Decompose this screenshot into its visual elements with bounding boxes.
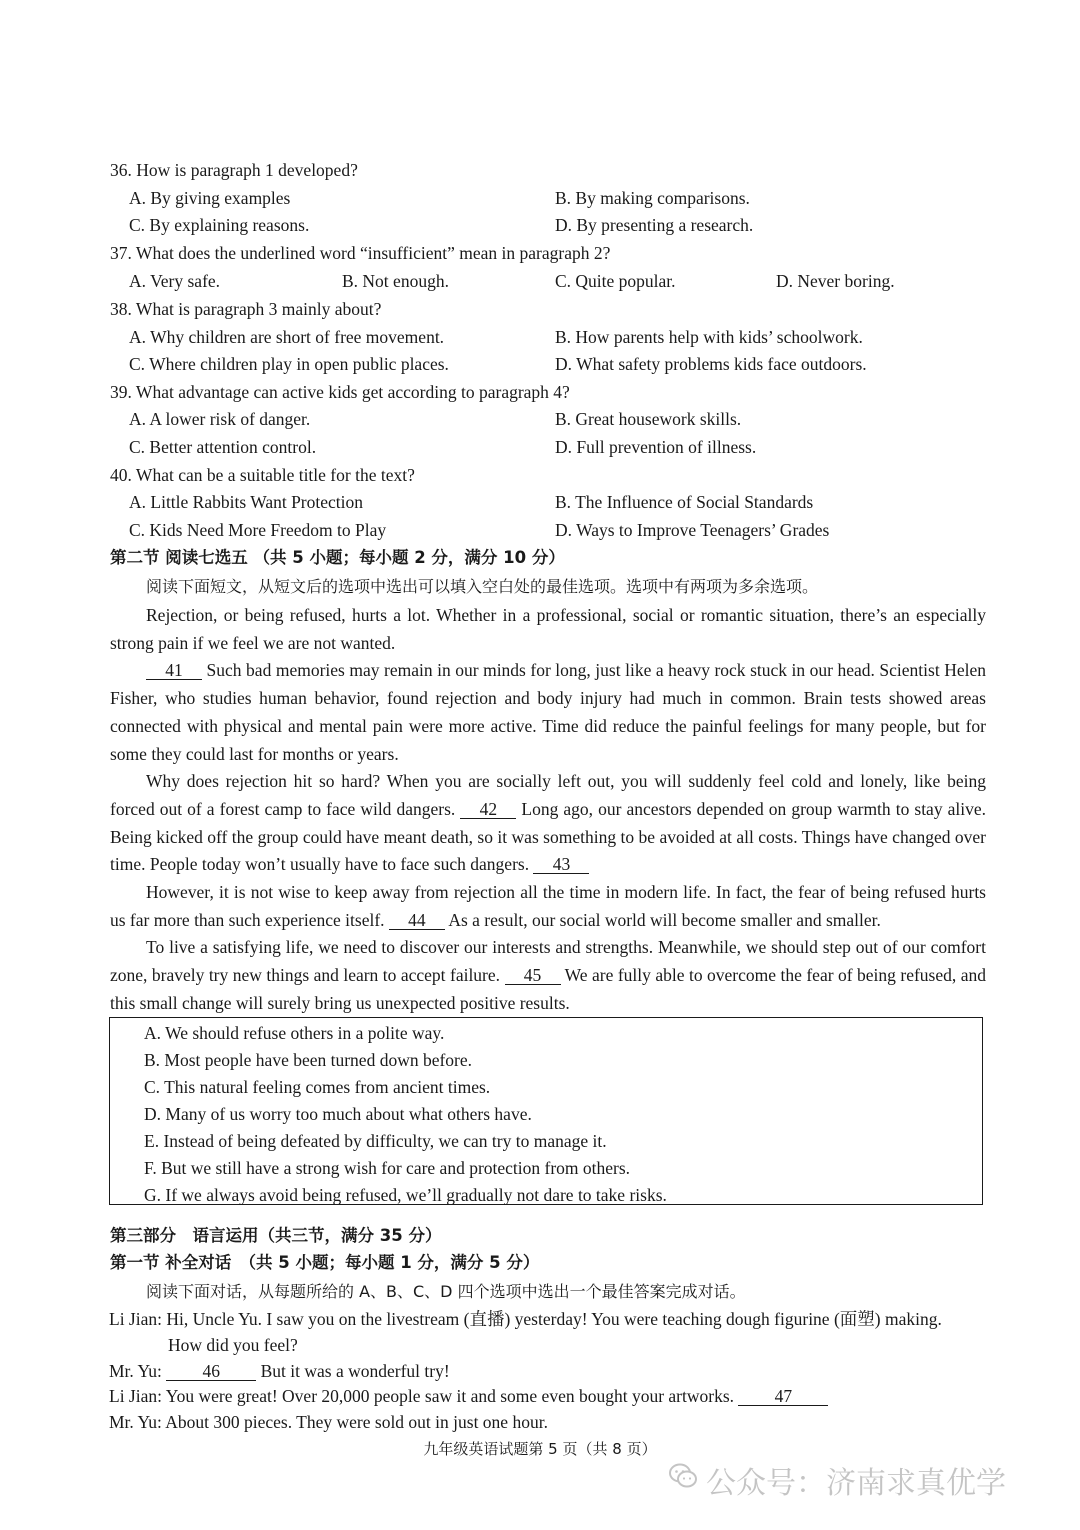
passage-paragraph-4-part-a: However, it is not wise to keep away from rejection all the time in modern life. In fact, the fear of being refused hurts us far more than such experience itself. — [110, 882, 986, 930]
box-option-a: A. We should refuse others in a polite way. — [144, 1023, 445, 1043]
question-40-option-a: A. Little Rabbits Want Protection — [129, 492, 364, 512]
dialogue-line-1 — [109, 1308, 942, 1330]
blank-42: 42 — [460, 800, 516, 819]
box-option-f: F. But we still have a strong wish for care and protection from others. — [144, 1158, 631, 1178]
reading-passage — [110, 602, 986, 1018]
dialogue-line-2 — [109, 1360, 450, 1382]
question-36-option-c: C. By explaining reasons. — [129, 215, 310, 235]
question-37-option-d: D. Never boring. — [776, 271, 895, 291]
wechat-icon — [668, 1461, 698, 1491]
part-3-instruction: 阅读下面对话，从每题所给的 A、B、C、D 四个选项中选出一个最佳答案完成对话。 — [146, 1282, 746, 1301]
question-37-option-b: B. Not enough. — [342, 271, 449, 291]
blank-46: 46 — [166, 1362, 256, 1381]
question-40-option-c: C. Kids Need More Freedom to Play — [129, 520, 387, 540]
box-option-e: E. Instead of being defeated by difficulty, we can try to manage it. — [144, 1131, 607, 1151]
question-40-option-b: B. The Influence of Social Standards — [555, 492, 814, 512]
speaker-li-jian: Li Jian: — [109, 1309, 162, 1329]
box-option-b: B. Most people have been turned down before. — [144, 1050, 473, 1070]
part-3-section-1-heading: 第一节 补全对话 （共 5 小题；每小题 1 分，满分 5 分） — [110, 1253, 540, 1272]
question-39-option-d: D. Full prevention of illness. — [555, 437, 757, 457]
question-39-option-a: A. A lower risk of danger. — [129, 409, 311, 429]
passage-paragraph-3-part-a: Why does rejection hit so hard? When you are socially left out, you will suddenly feel cold and lonely, like being forced out of a forest camp to face wild dangers. — [110, 771, 986, 819]
blank-45: 45 — [505, 966, 561, 985]
blank-43: 43 — [533, 855, 589, 874]
box-option-d: D. Many of us worry too much about what others have. — [144, 1104, 532, 1124]
question-36-option-a: A. By giving examples — [129, 188, 291, 208]
dialogue-line-3 — [109, 1385, 828, 1407]
question-39-stem: 39. What advantage can active kids get according to paragraph 4? — [110, 382, 570, 402]
dialogue-line-3-text: You were great! Over 20,000 people saw it and some even bought your artworks. — [165, 1386, 735, 1406]
passage-paragraph-2 — [110, 657, 986, 768]
question-36-stem: 36. How is paragraph 1 developed? — [110, 160, 358, 180]
passage-paragraph-2-text: Such bad memories may remain in our minds for long, just like a heavy rock stuck in our head. Scientist Helen Fisher, who studies human behavior, found rejection and body injury had much in common. Brain tests showed areas connected with physical and mental pain were more active. Time did reduce the painful feelings for many people, but for some they could last for months or years. — [110, 660, 987, 764]
blank-44: 44 — [389, 911, 445, 930]
page-footer: 九年级英语试题第 5 页（共 8 页） — [423, 1440, 657, 1458]
question-40-stem: 40. What can be a suitable title for the text? — [110, 465, 415, 485]
question-38-option-b: B. How parents help with kids’ schoolwork. — [555, 327, 863, 347]
section-2-instruction: 阅读下面短文，从短文后的选项中选出可以填入空白处的最佳选项。选项中有两项为多余选项。 — [146, 577, 819, 596]
dialogue-line-2-text: But it was a wonderful try! — [260, 1361, 450, 1381]
question-36-option-d: D. By presenting a research. — [555, 215, 754, 235]
speaker-mr-yu: Mr. Yu: — [109, 1412, 162, 1432]
question-39-option-c: C. Better attention control. — [129, 437, 317, 457]
box-option-c: C. This natural feeling comes from ancient times. — [144, 1077, 491, 1097]
blank-41: 41 — [146, 661, 202, 680]
passage-paragraph-1: Rejection, or being refused, hurts a lot. Whether in a professional, social or romantic situation, there’s an especially strong pain if we feel we are not wanted. — [110, 605, 986, 653]
dialogue-line-1-text: Hi, Uncle Yu. I saw you on the livestream (直播) yesterday! You were teaching dough figurine (面塑) making. — [166, 1309, 942, 1329]
passage-paragraph-5-part-b: We are fully able to overcome the fear of being refused, and this small change will surely bring us unexpected positive results. — [110, 965, 986, 1013]
part-3-heading: 第三部分 语言运用（共三节，满分 35 分） — [110, 1226, 442, 1245]
passage-paragraph-5 — [110, 934, 986, 1017]
passage-paragraph-3 — [110, 768, 986, 879]
section-2-heading: 第二节 阅读七选五 （共 5 小题；每小题 2 分，满分 10 分） — [110, 548, 565, 567]
question-38-stem: 38. What is paragraph 3 mainly about? — [110, 299, 382, 319]
passage-paragraph-4 — [110, 879, 986, 934]
question-36-option-b: B. By making comparisons. — [555, 188, 750, 208]
question-37-stem: 37. What does the underlined word “insufficient” mean in paragraph 2? — [110, 243, 611, 263]
question-37-option-a: A. Very safe. — [129, 271, 221, 291]
question-38-option-a: A. Why children are short of free movement. — [129, 327, 445, 347]
passage-paragraph-3-part-b: Long ago, our ancestors depended on group warmth to stay alive. Being kicked off the group could have meant death, so it was something to be avoided at all costs. Things have changed over time. People today won’t usually have to face such dangers. — [110, 798, 987, 875]
question-38-option-d: D. What safety problems kids face outdoors. — [555, 354, 867, 374]
question-38-option-c: C. Where children play in open public places. — [129, 354, 449, 374]
question-40-option-d: D. Ways to Improve Teenagers’ Grades — [555, 520, 830, 540]
question-39-option-b: B. Great housework skills. — [555, 409, 742, 429]
passage-paragraph-4-part-b: As a result, our social world will become smaller and smaller. — [448, 909, 881, 930]
box-option-g: G. If we always avoid being refused, we’ll gradually not dare to take risks. — [144, 1185, 667, 1205]
dialogue-line-4-text: About 300 pieces. They were sold out in just one hour. — [165, 1412, 548, 1432]
question-37-option-c: C. Quite popular. — [555, 271, 676, 291]
watermark-text: 公众号：济南求真优学 — [706, 1466, 1006, 1501]
dialogue-line-4 — [109, 1411, 548, 1433]
options-box — [109, 1017, 983, 1205]
passage-paragraph-5-part-a: To live a satisfying life, we need to discover our interests and strengths. Meanwhile, we should step out of our comfort zone, bravely try new things and learn to accept failure. — [110, 937, 986, 986]
speaker-mr-yu: Mr. Yu: — [109, 1361, 162, 1381]
speaker-li-jian: Li Jian: — [109, 1386, 162, 1406]
dialogue-line-1-continued: How did you feel? — [168, 1335, 298, 1355]
blank-47: 47 — [738, 1387, 828, 1406]
